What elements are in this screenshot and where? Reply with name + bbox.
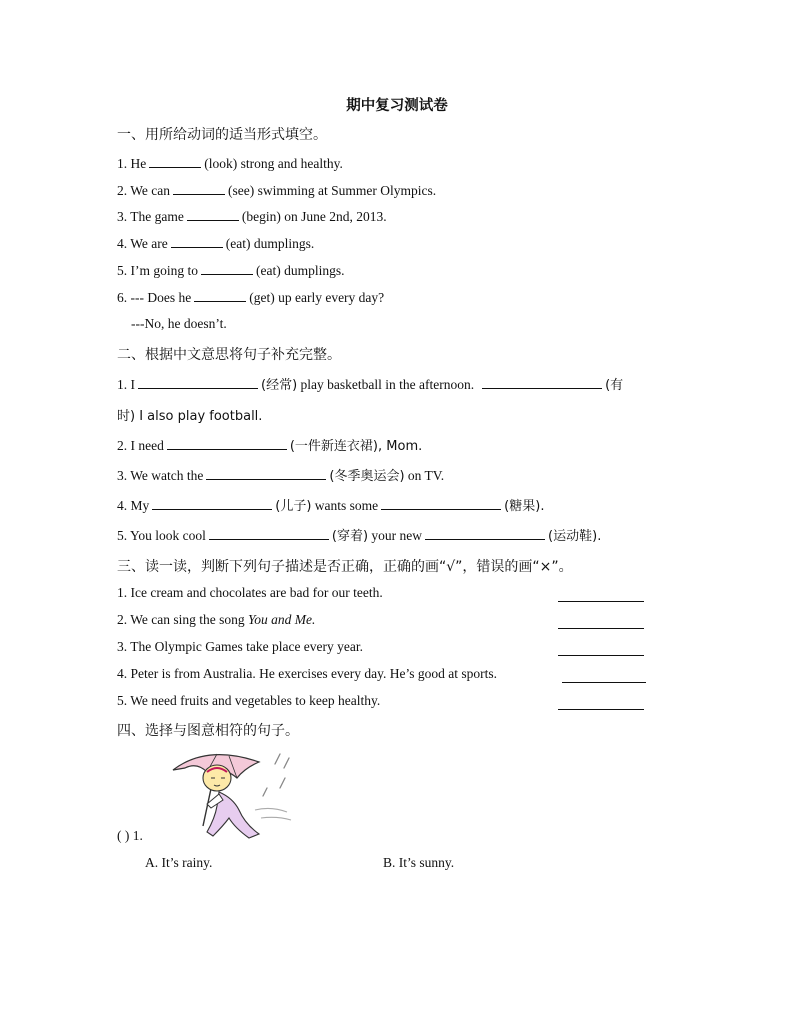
s3-item-2-text: 2. We can sing the song [117, 612, 245, 627]
answer-blank[interactable] [425, 527, 545, 540]
answer-line[interactable] [558, 708, 644, 710]
s3-item-2 [117, 612, 315, 628]
page-title: 期中复习测试卷 [346, 98, 448, 114]
s2-item-1-c: play basketball in the afternoon. [300, 377, 475, 392]
s2-item-5-a: 5. You look cool [117, 528, 206, 543]
s1-item-6 [117, 289, 384, 306]
s2-item-4-c: wants some [314, 498, 379, 513]
s3-item-5: 5. We need fruits and vegetables to keep healthy. [117, 693, 381, 708]
s2-item-1 [117, 374, 623, 393]
s1-item-2 [117, 182, 436, 199]
s2-item-3 [117, 465, 444, 484]
s3-item-1: 1. Ice cream and chocolates are bad for our teeth. [117, 585, 383, 600]
answer-blank[interactable] [167, 437, 287, 450]
section-1-heading: 一、用所给动词的适当形式填空。 [117, 127, 327, 143]
answer-blank[interactable] [171, 235, 223, 248]
answer-blank[interactable] [173, 182, 225, 195]
s1-item-2-pre: 2. We can [117, 183, 171, 198]
s3-item-4: 4. Peter is from Australia. He exercises every day. He’s good at sports. [117, 666, 498, 681]
answer-blank[interactable] [381, 497, 501, 510]
s1-item-4-pre: 4. We are [117, 236, 168, 251]
s1-item-1-post: (look) strong and healthy. [204, 156, 343, 171]
answer-blank[interactable] [149, 155, 201, 168]
section-2-heading: 二、根据中文意思将句子补充完整。 [117, 347, 341, 363]
s2-item-5 [117, 525, 601, 544]
s2-item-1-cont [117, 405, 262, 424]
s2-item-5-d: (运动鞋). [548, 529, 602, 544]
s2-item-2-b: (一件新连衣裙), Mom. [289, 439, 423, 454]
answer-blank[interactable] [187, 208, 239, 221]
answer-line[interactable] [562, 681, 646, 683]
s2-item-1-a: 1. I [117, 377, 135, 392]
s1-item-1 [117, 155, 343, 172]
s2-item-4-a: 4. My [117, 498, 150, 513]
s1-item-6-pre: 6. --- Does he [117, 290, 192, 305]
s1-item-6-post: (get) up early every day? [249, 290, 385, 305]
s2-item-1-b: (经常) [261, 378, 298, 393]
s1-item-5-pre: 5. I’m going to [117, 263, 198, 278]
s1-reply: ---No, he doesn’t. [131, 316, 227, 331]
s2-item-1-e: 时) I also play football. [117, 409, 263, 424]
s2-item-1-d: (有 [605, 378, 624, 393]
s3-song-title: You and Me. [248, 612, 316, 627]
s1-item-3-post: (begin) on June 2nd, 2013. [241, 209, 387, 224]
answer-blank[interactable] [152, 497, 272, 510]
s3-item-3: 3. The Olympic Games take place every year. [117, 639, 364, 654]
answer-blank[interactable] [138, 376, 258, 389]
answer-blank[interactable] [201, 262, 253, 275]
s2-item-2-a: 2. I need [117, 438, 164, 453]
s4-option-b[interactable]: B. It’s sunny. [383, 855, 455, 870]
answer-blank[interactable] [206, 467, 326, 480]
s1-item-2-post: (see) swimming at Summer Olympics. [228, 183, 437, 198]
answer-blank[interactable] [209, 527, 329, 540]
girl-with-umbrella-in-rain-illustration [167, 748, 297, 840]
answer-line[interactable] [558, 627, 644, 629]
answer-blank[interactable] [482, 376, 602, 389]
s2-item-5-c: your new [371, 528, 423, 543]
s1-item-1-pre: 1. He [117, 156, 147, 171]
s2-item-4 [117, 495, 544, 514]
s4-question-1: ( ) 1. [117, 828, 143, 843]
answer-line[interactable] [558, 654, 644, 656]
s1-item-3 [117, 208, 387, 225]
s2-item-3-a: 3. We watch the [117, 468, 204, 483]
s2-item-3-c: on TV. [407, 468, 445, 483]
answer-blank[interactable] [194, 289, 246, 302]
s1-item-3-pre: 3. The game [117, 209, 184, 224]
s2-item-3-b: (冬季奥运会) [329, 469, 405, 484]
s4-option-a[interactable]: A. It’s rainy. [145, 855, 213, 870]
s2-item-4-d: (糖果). [504, 499, 545, 514]
s1-item-5 [117, 262, 344, 279]
section-3-heading: 三、读一读，判断下列句子描述是否正确，正确的画“√”，错误的画“×”。 [117, 559, 573, 575]
s2-item-4-b: (儿子) [275, 499, 312, 514]
section-4-heading: 四、选择与图意相符的句子。 [117, 723, 299, 739]
answer-line[interactable] [558, 600, 644, 602]
s1-item-4-post: (eat) dumplings. [225, 236, 315, 251]
s2-item-5-b: (穿着) [331, 529, 369, 544]
s1-item-5-post: (eat) dumplings. [256, 263, 345, 278]
s1-item-4 [117, 235, 314, 252]
s2-item-2 [117, 435, 422, 454]
